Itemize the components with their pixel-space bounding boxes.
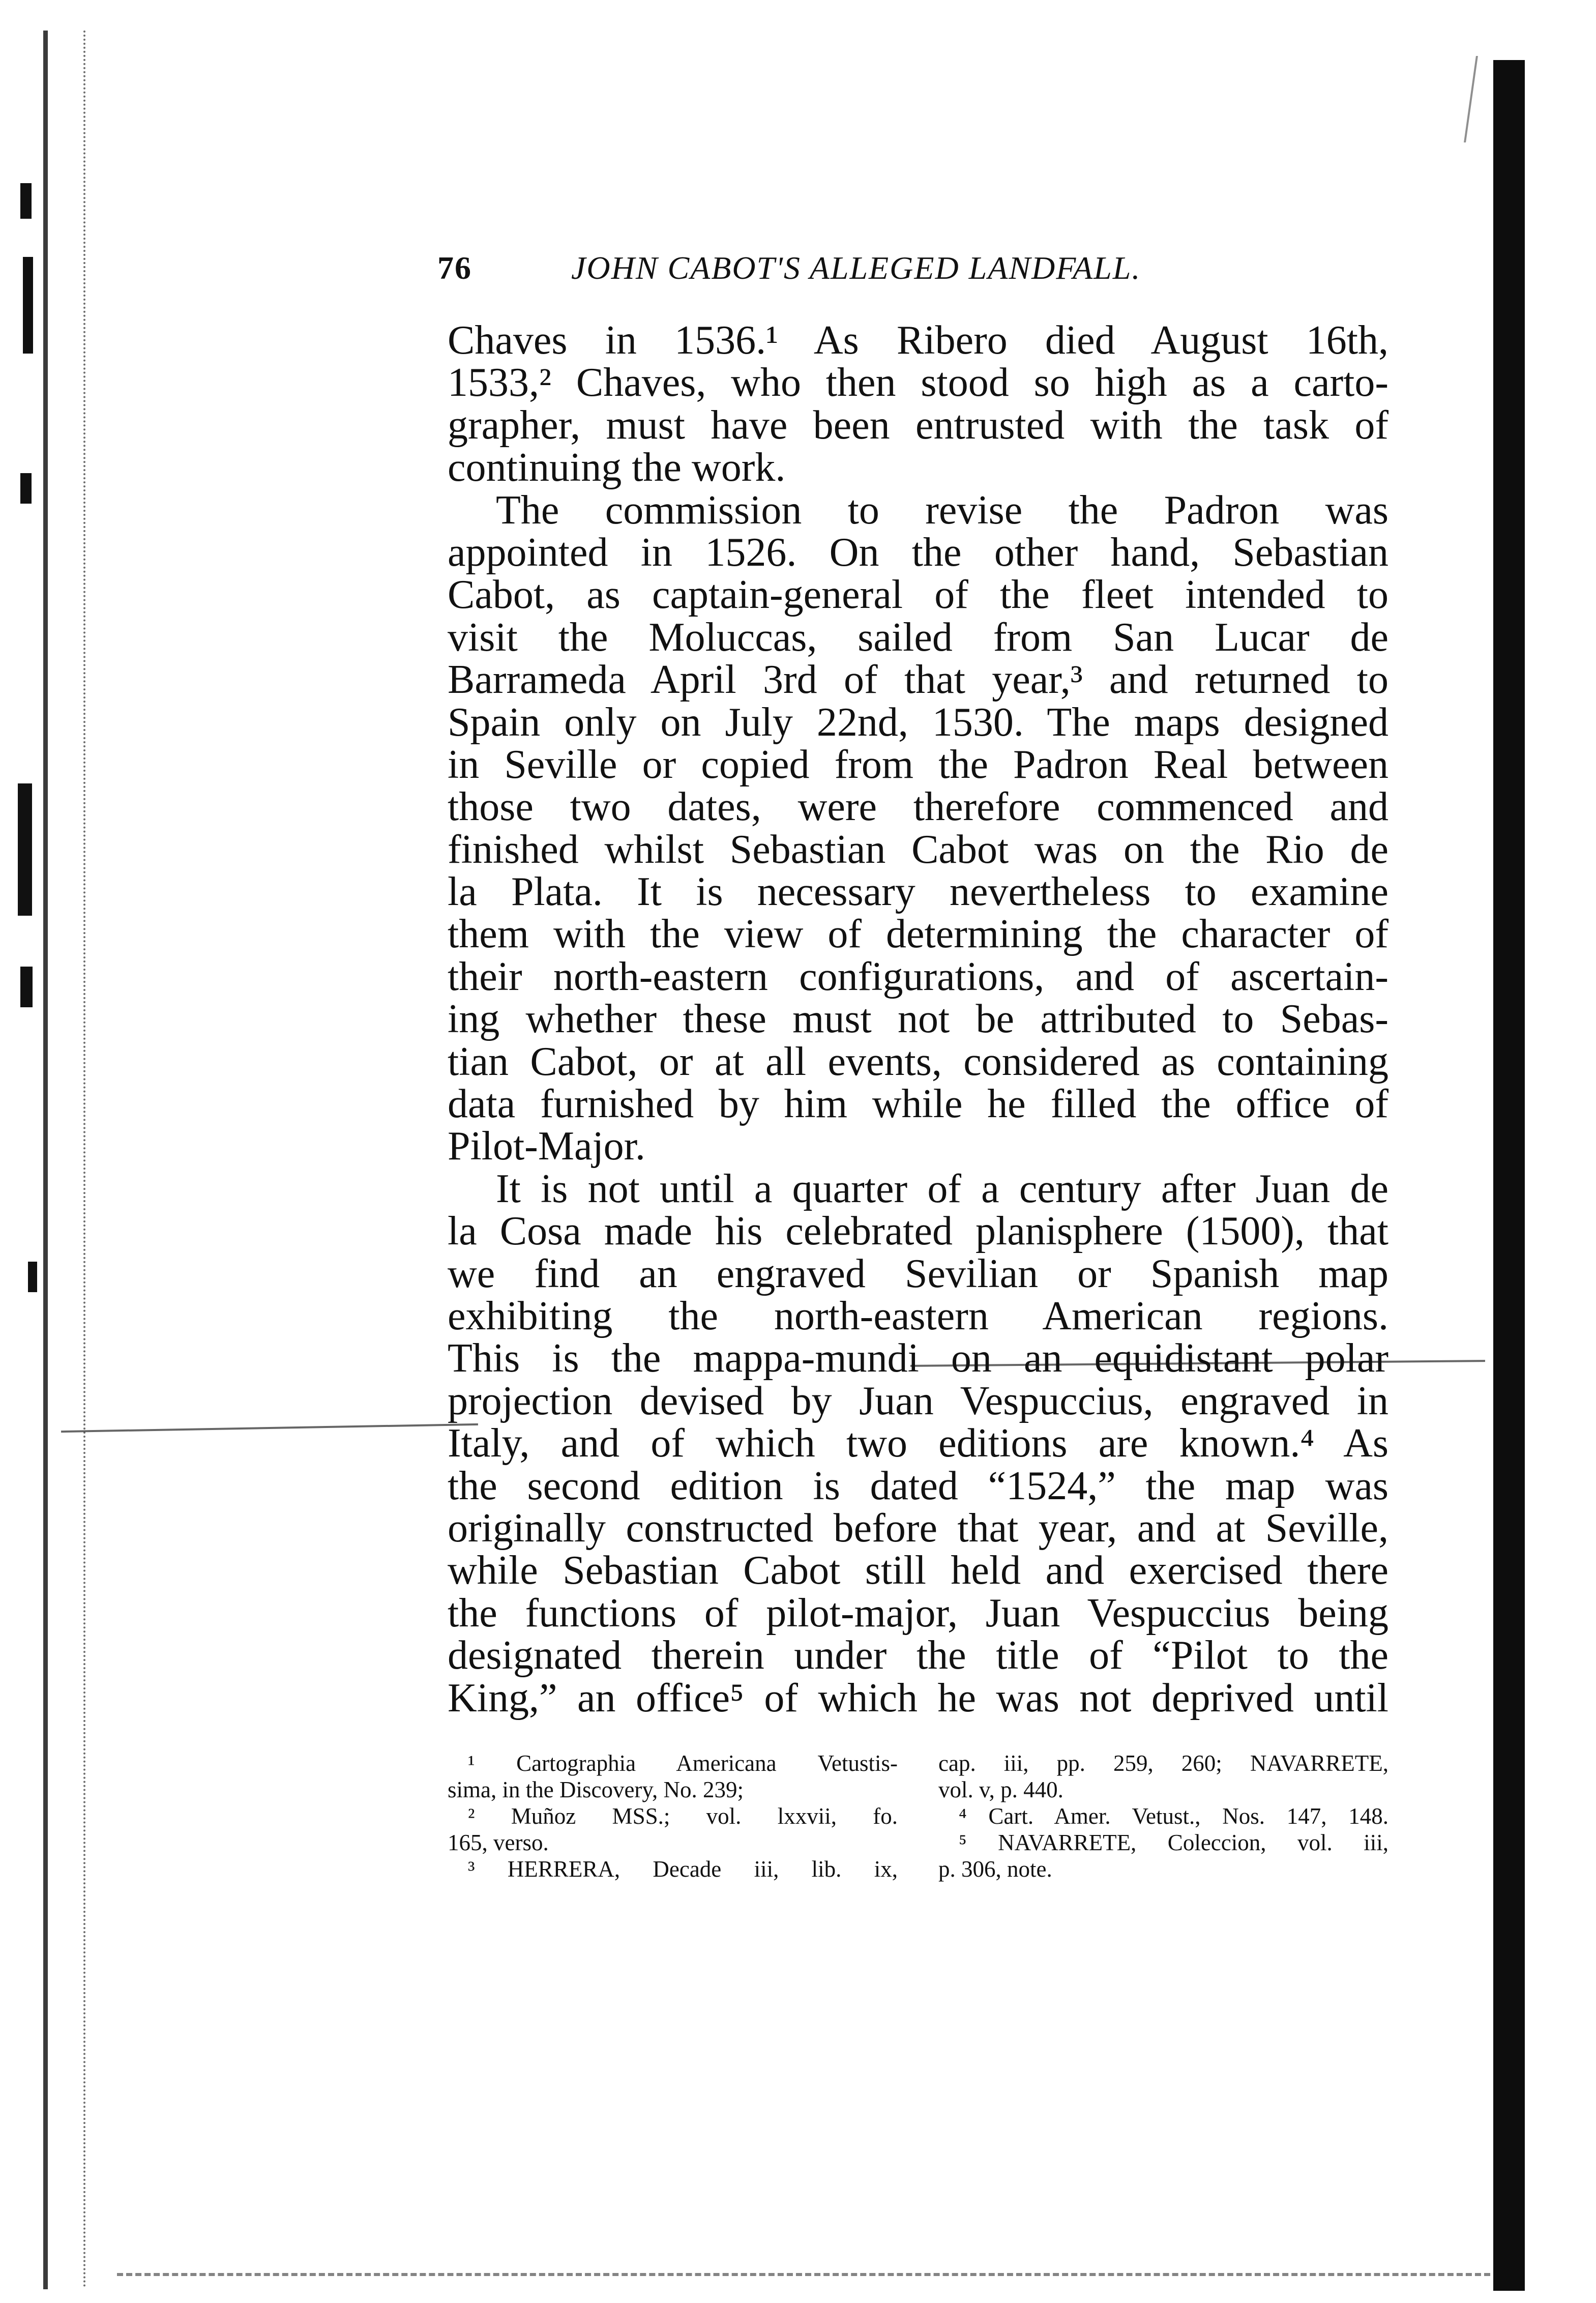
footnote-line: ² Muñoz MSS.; vol. lxxvii, fo. <box>468 1803 898 1829</box>
running-head: JOHN CABOT'S ALLEGED LANDFALL. <box>571 250 1141 286</box>
footnote-line: ³ HERRERA, Decade iii, lib. ix, <box>468 1856 898 1882</box>
text-line: while Sebastian Cabot still held and exercised there <box>448 1548 1388 1593</box>
text-line: Pilot-Major. <box>448 1124 645 1169</box>
footnote-line: 165, verso. <box>448 1830 549 1855</box>
text-line: This is the mappa-mundi on an equidistant polar <box>448 1336 1388 1381</box>
footnote-line: vol. v, p. 440. <box>938 1777 1063 1802</box>
text-line: those two dates, were therefore commenced and <box>448 784 1388 830</box>
footnote-column-left <box>448 1750 898 1882</box>
text-line: Cabot, as captain-general of the fleet intended to <box>448 572 1388 618</box>
text-line: grapher, must have been entrusted with the task of <box>448 402 1388 448</box>
text-line: data furnished by him while he filled the office of <box>448 1082 1388 1127</box>
text-line: continuing the work. <box>448 445 786 490</box>
text-line: appointed in 1526. On the other hand, Sebastian <box>448 530 1388 575</box>
page-number: 76 <box>437 250 472 286</box>
text-line: in Seville or copied from the Padron Real between <box>448 742 1388 787</box>
footnote-line: ⁵ NAVARRETE, Coleccion, vol. iii, <box>959 1830 1388 1855</box>
page-crease <box>61 1423 478 1433</box>
text-line: 1533,² Chaves, who then stood so high as a carto- <box>448 360 1388 405</box>
text-line: Barrameda April 3rd of that year,³ and returned to <box>448 657 1388 703</box>
text-line: their north-eastern configurations, and of ascertain- <box>448 954 1388 999</box>
text-line: them with the view of determining the character of <box>448 912 1388 957</box>
text-line: Chaves in 1536.¹ As Ribero died August 16th, <box>448 318 1388 363</box>
text-line: finished whilst Sebastian Cabot was on the Rio de <box>448 827 1388 872</box>
body-text <box>448 319 1388 1719</box>
text-line: ing whether these must not be attributed to Sebas- <box>448 997 1388 1042</box>
scan-mark <box>20 183 32 219</box>
scan-corner-mark <box>1433 56 1478 142</box>
text-line: Spain only on July 22nd, 1530. The maps designed <box>448 699 1388 745</box>
text-line: The commission to revise the Padron was <box>496 487 1388 533</box>
text-line: It is not until a quarter of a century after Juan de <box>496 1166 1388 1211</box>
text-line: visit the Moluccas, sailed from San Lucar de <box>448 615 1388 660</box>
text-line: tian Cabot, or at all events, considered as containing <box>448 1039 1388 1084</box>
footnote-line: ⁴ Cart. Amer. Vetust., Nos. 147, 148. <box>959 1803 1388 1829</box>
scan-mark <box>20 473 32 504</box>
text-line: projection devised by Juan Vespuccius, engraved in <box>448 1378 1388 1423</box>
scan-mark <box>28 1262 37 1292</box>
text-line: the functions of pilot-major, Juan Vespuccius being <box>448 1590 1388 1636</box>
text-line: la Cosa made his celebrated planisphere (1500), that <box>448 1209 1388 1254</box>
text-line: designated therein under the title of “Pilot to the <box>448 1633 1388 1678</box>
text-line: la Plata. It is necessary nevertheless to examine <box>448 869 1388 915</box>
footnote-line: p. 306, note. <box>938 1856 1052 1882</box>
footnote-line: cap. iii, pp. 259, 260; NAVARRETE, <box>938 1751 1388 1776</box>
scan-mark <box>23 257 33 354</box>
footnote-line: sima, in the Discovery, No. 239; <box>448 1777 744 1802</box>
text-line: exhibiting the north-eastern American regions. <box>448 1293 1388 1338</box>
footnote-column-right <box>938 1750 1388 1882</box>
scan-right-bar <box>1493 60 1525 2291</box>
scan-mark <box>18 783 32 916</box>
scan-left-edge <box>43 31 85 2289</box>
scan-mark <box>20 967 33 1007</box>
text-line: King,” an office⁵ of which he was not deprived until <box>448 1675 1388 1721</box>
text-line: the second edition is dated “1524,” the map was <box>448 1463 1388 1508</box>
scan-bottom-edge <box>117 2273 1490 2276</box>
text-line: Italy, and of which two editions are known.⁴ As <box>448 1421 1388 1466</box>
page-header <box>437 249 1251 295</box>
text-line: we find an engraved Sevilian or Spanish map <box>448 1251 1388 1296</box>
text-line: originally constructed before that year, and at Seville, <box>448 1505 1388 1551</box>
footnote-line: ¹ Cartographia Americana Vetustis- <box>468 1751 898 1776</box>
